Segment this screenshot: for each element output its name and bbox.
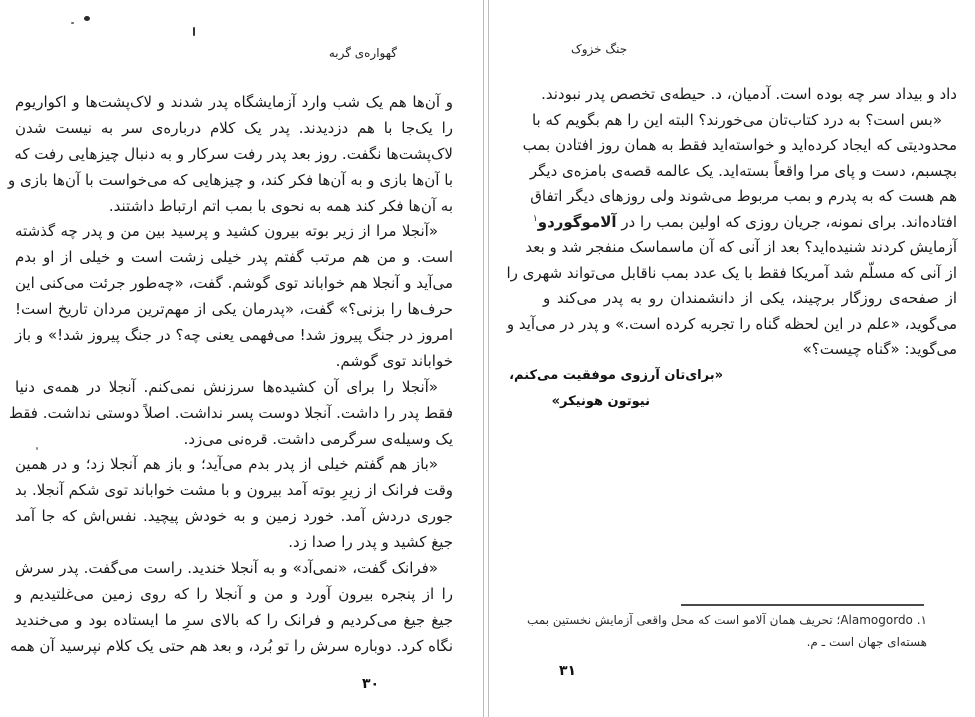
page-gutter-line	[483, 0, 484, 717]
page-number-right: ۳۱	[559, 663, 577, 679]
text-line: از صفحه‌ی روزگار برچیند، یکی از دانشمندان رو به پدر می‌کند و	[543, 289, 957, 307]
text-line: افتاده‌اند. برای نمونه، جریان روزی که اولین بمب را در آلاموگوردو$^۱$	[532, 212, 957, 231]
text-line: جیغ جیغ می‌کردیم و فرانک را که بالای سرِ ما ایستاده بود و می‌خندید	[15, 610, 453, 629]
left-page	[0, 0, 483, 717]
text-line: جیغ کشید و پدر را صدا زد.	[288, 533, 453, 552]
text-line: می‌گوید، «علم در این لحظه گناه را تجربه کرده است.» و پدر در می‌آید و	[506, 314, 957, 333]
text-line: به آن‌ها فکر کند همه به نحوی با بمب اتم ارتباط داشتند.	[108, 196, 453, 215]
text-line: وقت فرانک از زیرِ بوته آمد بیرون و با مشت خواباند توی شکم آنجلا. بد	[15, 481, 453, 500]
running-head-left: گهواره‌ی گربه	[328, 46, 397, 60]
footnote-line-1: ۱. Alamogordo؛ تحریف همان آلامو است که محل واقعی آزمایش نخستین بمب	[527, 613, 927, 627]
text-line: «آنجلا مرا از زیر بوته بیرون کشید و پرسید بین من و پدر چه گذشته	[15, 222, 438, 241]
text-line: محدودیتی که ایجاد کرده‌اید و خواسته‌اید فقط به همان روز افتادن بمب	[522, 136, 957, 154]
ink-speck	[71, 22, 74, 24]
text-line: می‌آید و آنجلا هم خواباند توی گوشم. گفت، «چه‌طور جرئت می‌کنی این	[15, 274, 453, 293]
running-head-right: جنگ خزوک	[571, 42, 628, 56]
right-page	[489, 0, 975, 717]
page-number-left: ۳۰	[362, 676, 380, 692]
text-line: هم هست که به پدرم و بمب مربوط می‌شوند ولی روزهای دیگر اتفاق	[530, 187, 957, 205]
text-line: و آن‌ها هم یک شب وارد آزمایشگاه پدر شدند و لاک‌پشت‌ها و اکواریوم	[15, 93, 453, 111]
footnote-rule	[681, 604, 924, 606]
signature-line-2: نیوتون هونیکر»	[551, 394, 650, 409]
footnote-line-2: هسته‌ای جهان است ـ م.	[806, 635, 927, 649]
signature-line-1: «برای‌تان آرزوی موفقیت می‌کنم،	[509, 368, 723, 383]
text-line: است. و من هم مرتب گفتم پدر خیلی زشت است و خیلی از او بدم	[15, 248, 453, 267]
text-line: نگاه کرد. دوباره سرش را تو بُرد، و بعد هم حتی یک کلام نپرسید آن همه	[10, 636, 453, 655]
text-line: امروز در جنگ پیروز شد! می‌فهمی یعنی چه؟ در جنگ پیروز شد!» و باز	[15, 326, 453, 345]
text-line: با آن‌ها بازی و به آن‌ها فکر کند، و چیزهایی که می‌خواست با آن‌ها بازی و	[8, 170, 453, 189]
left-text-block	[8, 90, 453, 660]
text-line: یک وسیله‌ی سرگرمی داشت. قره‌نی می‌زد.	[183, 429, 453, 448]
right-text-block	[506, 82, 957, 363]
text-line: را یک‌جا با هم دزدیدند. پدر یک کلام درباره‌ی سر به نیست شدن	[15, 118, 453, 137]
text-line: بچسبم، دست و پای مرا واقعاً بسته‌اید. یک عالمه قصه‌ی بامزه‌ی دیگر	[529, 161, 957, 180]
ink-speck	[193, 27, 195, 36]
text-line: «باز هم گفتم خیلی از پدر بدم می‌آید؛ و باز هم آنجلا زد؛ و در همین	[15, 455, 438, 474]
text-line: لاک‌پشت‌ها نگفت. روز بعد پدر رفت سرکار و به دنبال چیزهایی رفت که	[14, 144, 453, 163]
text-line: «بس است؟ به درد کتاب‌تان می‌خورند؟ البته این را هم بگویم که با	[531, 110, 942, 129]
text-line: فقط پدر را داشت. آنجلا دوست پسر نداشت. اصلاً دوستی نداشت. فقط	[8, 403, 453, 422]
text-line: می‌گوید: «گناه چیست؟»	[802, 340, 957, 358]
text-line: آزمایش کردند شنیده‌اید؟ بعد از آنی که آن ماسماسک منفجر شد و بعد	[525, 238, 957, 256]
text-line: حرف‌ها را بزنی؟» گفت، «پدرمان یکی از مهم‌ترین مردان تاریخ است!	[15, 300, 453, 319]
text-line: خواباند توی گوشم.	[335, 351, 453, 370]
text-line: داد و بیداد سر چه بوده است. آدمیان، د. حیطه‌ی تخصص پدر نبودند.	[541, 85, 957, 103]
text-line: را از پنجره بیرون آورد و من و آنجلا را که روی زمین می‌غلتیدیم و	[15, 584, 453, 603]
text-line: «آنجلا را برای آن کشیده‌ها سرزنش نمی‌کنم. آنجلا در همه‌ی دنیا	[15, 377, 438, 396]
text-line: از آنی که مسلّم شد آمریکا فقط با یک عدد بمب ناقابل می‌تواند شهری را	[506, 263, 957, 282]
text-line: جوری دردش آمد. خورد زمین و به خودش پیچید. نفس‌اش که جا آمد	[15, 507, 453, 526]
text-line: «فرانک گفت، «نمی‌آد» و به آنجلا خندید. راست می‌گفت. پدر سرش	[15, 559, 438, 578]
ink-speck	[84, 16, 90, 21]
